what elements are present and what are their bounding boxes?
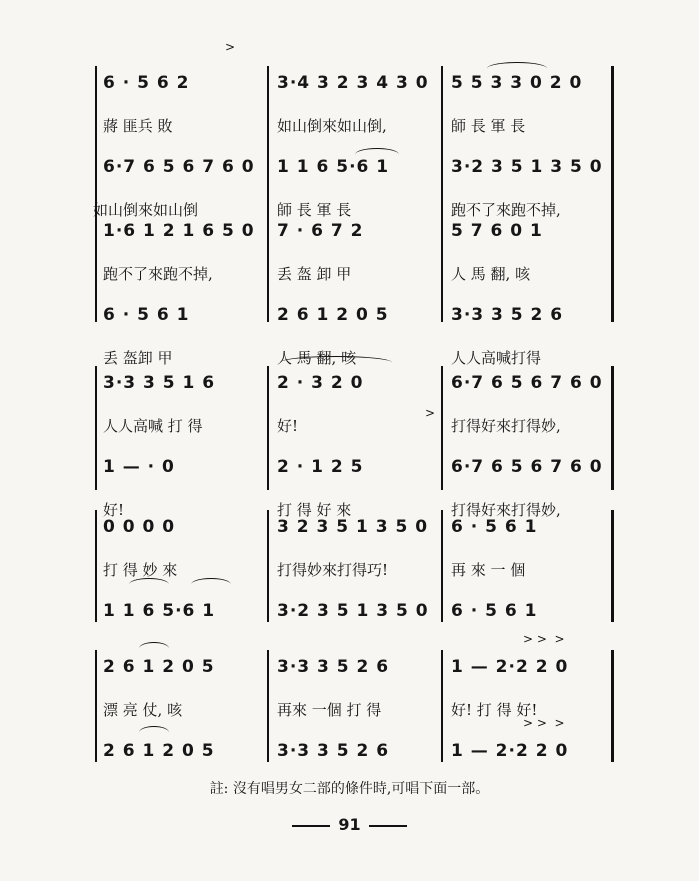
measure: 6 · 5 6 1 (451, 601, 538, 621)
lyric: 如山倒來如山倒, (277, 116, 387, 135)
measure: 6·7 6 5 6 7 6 0 (103, 157, 255, 177)
notes-row (95, 146, 615, 188)
accent-mark: > > > (523, 716, 565, 730)
page-number-line (0, 815, 699, 834)
lyric: 跑不了來跑不掉, (451, 200, 561, 219)
page-number: 91 (338, 815, 361, 834)
measure: 3·2 3 5 1 3 5 0 (451, 157, 603, 177)
notes-row (95, 210, 615, 252)
lyric: 好! (103, 500, 125, 519)
notes-row (95, 446, 615, 488)
measure: 7 · 6 7 2 (277, 221, 364, 241)
lyrics-row (95, 104, 615, 146)
score-system-2 (95, 210, 615, 378)
measure: 6 · 5 6 2 (103, 73, 190, 93)
score-system-5 (95, 632, 615, 772)
score-system-4 (95, 506, 615, 632)
divider (292, 825, 330, 827)
footnote: 註: 沒有唱男女二部的條件時,可唱下面一部。 (209, 781, 490, 797)
notes-row (95, 730, 615, 772)
notes-row (95, 646, 615, 688)
notes-row (95, 362, 615, 404)
measure: 6·7 6 5 6 7 6 0 (451, 373, 603, 393)
measure: 1·6 1 2 1 6 5 0 (103, 221, 255, 241)
lyric: 打得妙來打得巧! (277, 560, 389, 579)
measure: 1 1 6 5·6 1 (277, 157, 390, 177)
measure: 6·7 6 5 6 7 6 0 (451, 457, 603, 477)
notes-row (95, 294, 615, 336)
notes-row (95, 590, 615, 632)
measure: 3·3 3 5 1 6 (103, 373, 216, 393)
measure: 3·3 3 5 2 6 (277, 657, 390, 677)
measure: 6 · 5 6 1 (451, 517, 538, 537)
measure: 3·4 3 2 3 4 3 0 (277, 73, 429, 93)
lyric: 打 得 好 來 (277, 500, 352, 519)
lyric: 好! 打 得 好! (451, 700, 538, 719)
measure: 3·3 3 5 2 6 (277, 741, 390, 761)
lyric: 人人高喊打得 (451, 348, 542, 367)
lyric: 師 長 軍 長 (451, 116, 526, 135)
lyric: 人 馬 翻, 咳 (451, 264, 531, 283)
lyric: 打 得 妙 來 (103, 560, 178, 579)
lyric: 好! (277, 416, 299, 435)
lyric: 蔣 匪兵 敗 (103, 116, 173, 135)
notes-row (95, 506, 615, 548)
measure: 1 — · 0 (103, 457, 175, 477)
accent-mark: > (425, 406, 436, 420)
measure: 3·2 3 5 1 3 5 0 (277, 601, 429, 621)
lyrics-row (95, 404, 615, 446)
lyric: 跑不了來跑不掉, (103, 264, 213, 283)
lyric: 師 長 軍 長 (277, 200, 352, 219)
lyric: 人人高喊 打 得 (103, 416, 203, 435)
lyrics-row (95, 688, 615, 730)
measure: 2 · 3 2 0 (277, 373, 364, 393)
lyric: 如山倒來如山倒 (93, 200, 199, 219)
lyric: 再來 一個 打 得 (277, 700, 382, 719)
measure: 3 2 3 5 1 3 5 0 (277, 517, 429, 537)
measure: 2 6 1 2 0 5 (103, 657, 215, 677)
measure: 5 7 6 0 1 (451, 221, 543, 241)
measure: 2 6 1 2 0 5 (103, 741, 215, 761)
lyrics-row (95, 252, 615, 294)
score-system-1 (93, 40, 615, 230)
lyric: 再 來 一 個 (451, 560, 526, 579)
lyric: 丢 盔 卸 甲 (277, 264, 352, 283)
lyric: 人 馬 翻, 咳 (277, 348, 357, 367)
lyric: 打得好來打得妙, (451, 416, 561, 435)
measure: 1 — 2·2 2 0 (451, 657, 569, 677)
measure: 1 — 2·2 2 0 (451, 741, 569, 761)
measure: 3·3 3 5 2 6 (451, 305, 564, 325)
measure: 2 · 1 2 5 (277, 457, 364, 477)
accent-mark: > > > (523, 632, 565, 646)
lyric: 丢 盔卸 甲 (103, 348, 173, 367)
lyric: 漂 亮 仗, 咳 (103, 700, 183, 719)
notes-row (95, 62, 615, 104)
score-system-3 (95, 362, 615, 530)
measure: 1 1 6 5·6 1 (103, 601, 216, 621)
lyric: 打得好來打得妙, (451, 500, 561, 519)
measure: 5 5 3 3 0 2 0 (451, 73, 583, 93)
measure: 6 · 5 6 1 (103, 305, 190, 325)
measure: 0 0 0 0 (103, 517, 176, 537)
lyrics-row (95, 548, 615, 590)
accent-mark: > (225, 40, 236, 54)
measure: 2 6 1 2 0 5 (277, 305, 389, 325)
divider (369, 825, 407, 827)
